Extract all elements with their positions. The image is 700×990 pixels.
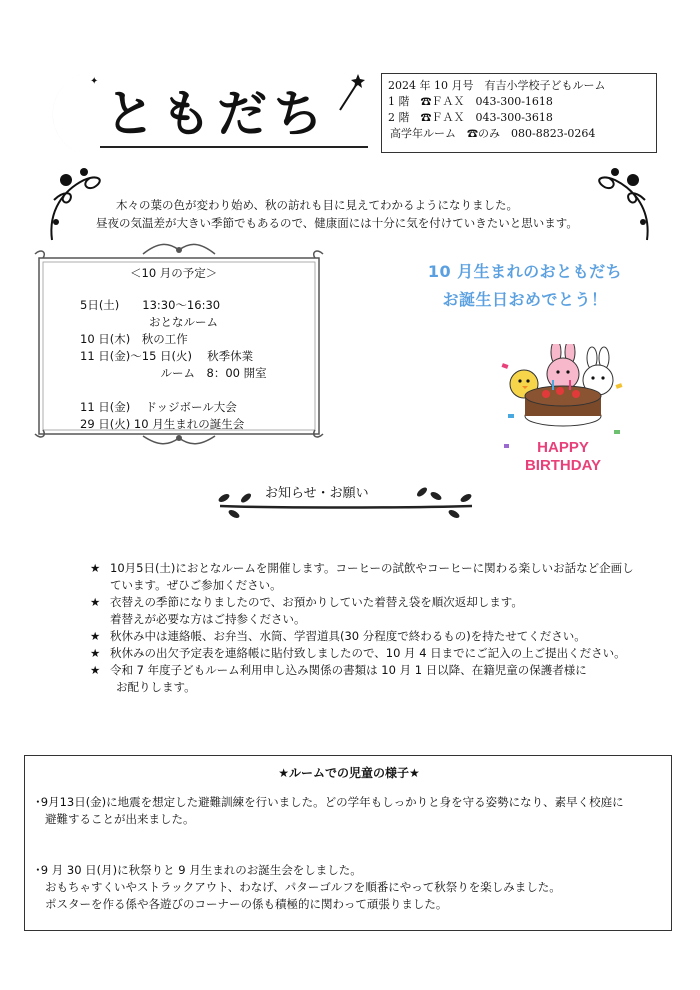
- intro-text: [96, 196, 578, 232]
- title-underline: [100, 146, 368, 148]
- notice-text: 10月5日(土)におとなルームを開催します。コーヒーの試飲やコーヒーに関わる楽しいお話など企画し: [110, 561, 634, 575]
- intro-line: 木々の葉の色が変わり始め、秋の訪れも目に見えてわかるようになりました。: [116, 198, 519, 212]
- notice-item: [90, 662, 634, 696]
- svg-text:✦: ✦: [90, 76, 99, 87]
- schedule-line: 5日(土) 13:30～16:30: [80, 298, 221, 312]
- intro-line: 昼夜の気温差が大きい季節でもあるので、健康面には十分に気を付けていきたいと思います。: [96, 216, 578, 230]
- room-line: [35, 845, 624, 862]
- schedule-line: 29 日(火) 10 月生まれの誕生会: [80, 417, 245, 431]
- schedule-line: 11 日(金) ドッジボール大会: [80, 400, 237, 414]
- birthday-message: [400, 258, 650, 314]
- notice-item: [90, 645, 634, 662]
- room-line: おもちゃすくいやストラックアウト、わなげ、パターゴルフを順番にやって秋祭りを楽しみました。: [45, 880, 561, 894]
- room-report-body: [35, 794, 624, 913]
- star-icon: ★: [90, 646, 101, 660]
- floor1-line: 1 階 ☎ＦＡＸ 043-300-1618: [388, 95, 553, 108]
- notice-text: 秋休みの出欠予定表を連絡帳に貼付致しましたので、10 月 4 日までにご記入の上ご提出ください。: [110, 646, 626, 660]
- schedule-heading: ＜10 月の予定＞: [130, 266, 218, 280]
- notices-list: [90, 560, 634, 696]
- notice-text: 衣替えの季節になりましたので、お預かりしていた着替え袋を順次返却します。: [110, 595, 523, 609]
- contact-info-box: [381, 73, 657, 153]
- flourish-ornament-right: [585, 160, 655, 245]
- star-icon: ★: [90, 663, 101, 677]
- notice-text: 着替えが必要な方はご持参ください。: [110, 612, 306, 626]
- schedule-line: 11 日(金)～15 日(火) 秋季休業: [80, 349, 254, 363]
- schedule-line: ルーム 8：00 開室: [80, 366, 267, 380]
- room-line: 避難することが出来ました。: [45, 812, 195, 826]
- floor2-line: 2 階 ☎ＦＡＸ 043-300-3618: [388, 111, 553, 124]
- happy-text: HAPPY: [537, 439, 589, 456]
- schedule-line: 10 日(木) 秋の工作: [80, 332, 188, 346]
- issue-line: 2024 年 10 月号 有吉小学校子どもルーム: [388, 79, 606, 92]
- star-icon: ★: [90, 561, 101, 575]
- crescent-moon-icon: [40, 64, 110, 164]
- notice-text: 秋休み中は連絡帳、お弁当、水筒、学習道具(30 分程度で終わるもの)を持たせてください。: [110, 629, 586, 643]
- room-line: ポスターを作る係や各遊びのコーナーの係も積極的に関わって頑張りました。: [45, 897, 448, 911]
- star-icon: ★: [90, 629, 101, 643]
- newsletter-title: ともだち: [105, 85, 329, 143]
- notice-text: お配りします。: [116, 680, 196, 694]
- room-report-box: [24, 755, 672, 931]
- notice-item: [90, 560, 634, 594]
- notice-text: 令和 7 年度子どもルーム利用申し込み関係の書類は 10 月 1 日以降、在籍児童の保護者様に: [110, 663, 587, 677]
- room-line: ･9 月 30 日(月)に秋祭りと 9 月生まれのお誕生会をしました。: [35, 863, 362, 877]
- schedule-line: [80, 382, 267, 399]
- birthday-text: BIRTHDAY: [524, 457, 602, 474]
- notice-item: [90, 594, 634, 628]
- birthday-cake-illustration: [498, 344, 628, 478]
- room-report-title: ★ルームでの児童の様子★: [278, 766, 420, 780]
- notice-text: ています。ぜひご参加ください。: [110, 578, 282, 592]
- magic-wand-icon: [336, 72, 366, 112]
- room-line: [35, 828, 624, 845]
- notices-title: お知らせ・お願い: [265, 486, 369, 501]
- birthday-line: お誕生日おめでとう！: [442, 290, 608, 309]
- star-icon: ★: [90, 595, 101, 609]
- room-line: ･9月13日(金)に地震を想定した避難訓練を行いました。どの学年もしっかりと身を守る姿勢になり、素早く校庭に: [35, 795, 624, 809]
- schedule-line: おとなルーム: [80, 315, 218, 329]
- birthday-line: 10 月生まれのおともだち: [427, 262, 623, 281]
- schedule-list: [80, 297, 267, 433]
- notice-item: [90, 628, 634, 645]
- upper-grade-line: 高学年ルーム ☎のみ 080-8823-0264: [390, 127, 596, 140]
